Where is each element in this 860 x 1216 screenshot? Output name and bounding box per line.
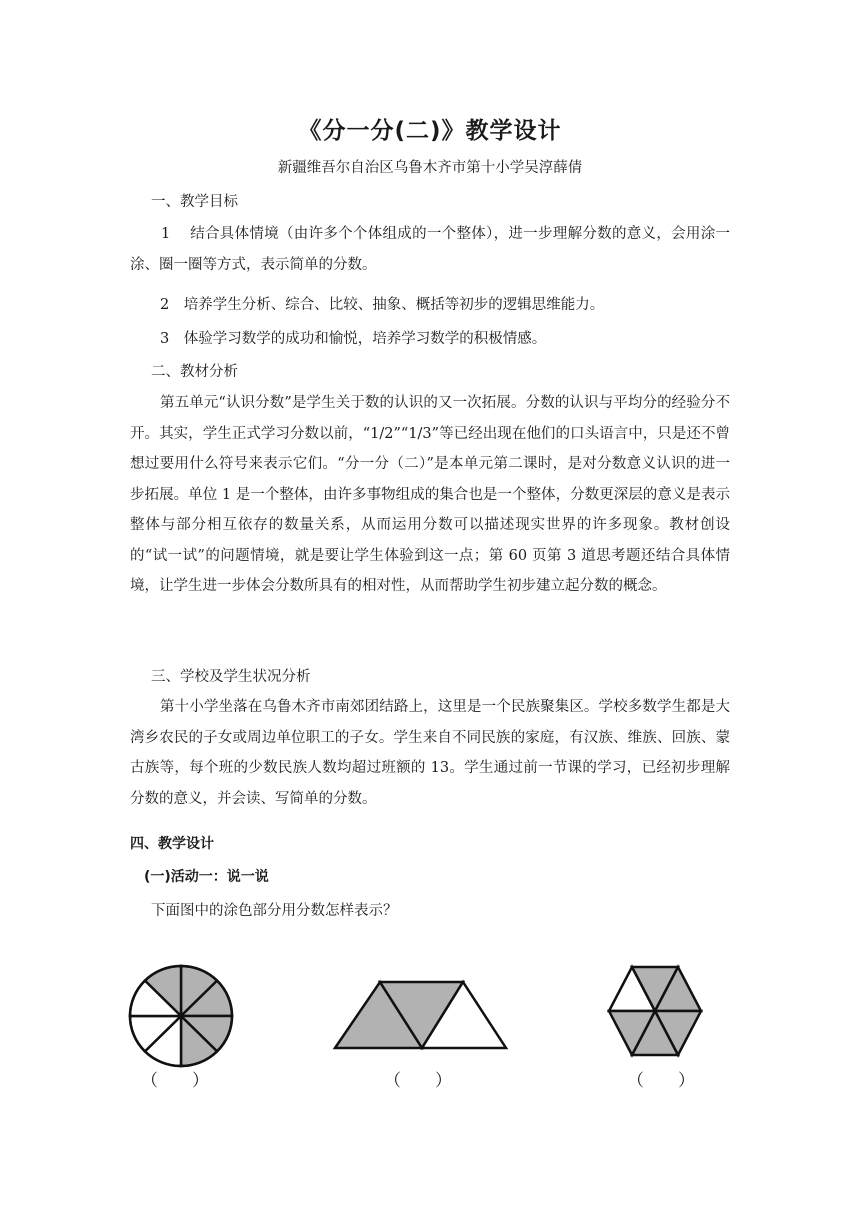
objective-item-2: 2 培养学生分析、综合、比较、抽象、概括等初步的逻辑思维能力。 xyxy=(160,297,605,313)
section-heading-3: 三、学校及学生状况分析 xyxy=(151,669,311,685)
hexagon-figure xyxy=(609,967,701,1055)
section-heading-4: 四、教学设计 xyxy=(130,836,214,852)
activity-question: 下面图中的涂色部分用分数怎样表示？ xyxy=(151,903,398,919)
objective-item-1: 1 结合具体情境（由许多个个体组成的一个整体），进一步理解分数的意义，会用涂一涂、圈一圈等方式，表示简单的分数。 xyxy=(130,226,730,273)
author-line: 新疆维吾尔自治区乌鲁木齐市第十小学吴淳薛倩 xyxy=(277,160,583,176)
objective-item-3: 3 体验学习数学的成功和愉悦，培养学习数学的积极情感。 xyxy=(160,331,547,347)
answer-blank-hexagon: （ ） xyxy=(627,1071,695,1091)
trapezoid-figure xyxy=(335,982,506,1048)
section-heading-1: 一、教学目标 xyxy=(151,194,238,210)
school-analysis-paragraph: 第十小学坐落在乌鲁木齐市南郊团结路上，这里是一个民族聚集区。学校多数学生都是大湾乡农民的子女或周边单位职工的子女。学生来自不同民族的家庭，有汉族、维族、回族、蒙古族等，每个班的少数民族人数均超过班额的 13。学生通过前一节课的学习，已经初步理解分数的意义，并会读、写简单的分数。 xyxy=(130,699,730,807)
document-title: 《分一分(二)》教学设计 xyxy=(298,118,562,144)
circle-figure xyxy=(130,966,232,1066)
section-heading-2: 二、教材分析 xyxy=(151,364,238,380)
textbook-analysis-paragraph: 第五单元“认识分数”是学生关于数的认识的又一次拓展。分数的认识与平均分的经验分不开。其实，学生正式学习分数以前，“1/2”“1/3”等已经出现在他们的口头语言中，只是还不曾想过要用什么符号来表示它们。“分一分（二）”是本单元第二课时，是对分数意义认识的进一步拓展。单位 1 是一个整体，由许多事物组成的集合也是一个整体，分数更深层的意义是表示整体与部分相互依存的数量关系，从而运用分数可以描述现实世界的许多现象。教材创设的“试一试”的问题情境，就是要让学生体验到这一点；第 60 页第 3 道思考题还结合具体情境，让学生进一步体会分数所具有的相对性，从而帮助学生初步建立起分数的概念。 xyxy=(130,395,730,594)
activity-heading: (一)活动一：说一说 xyxy=(144,869,269,885)
answer-blank-trapezoid: （ ） xyxy=(384,1071,452,1091)
answer-blank-circle: （ ） xyxy=(141,1071,209,1091)
